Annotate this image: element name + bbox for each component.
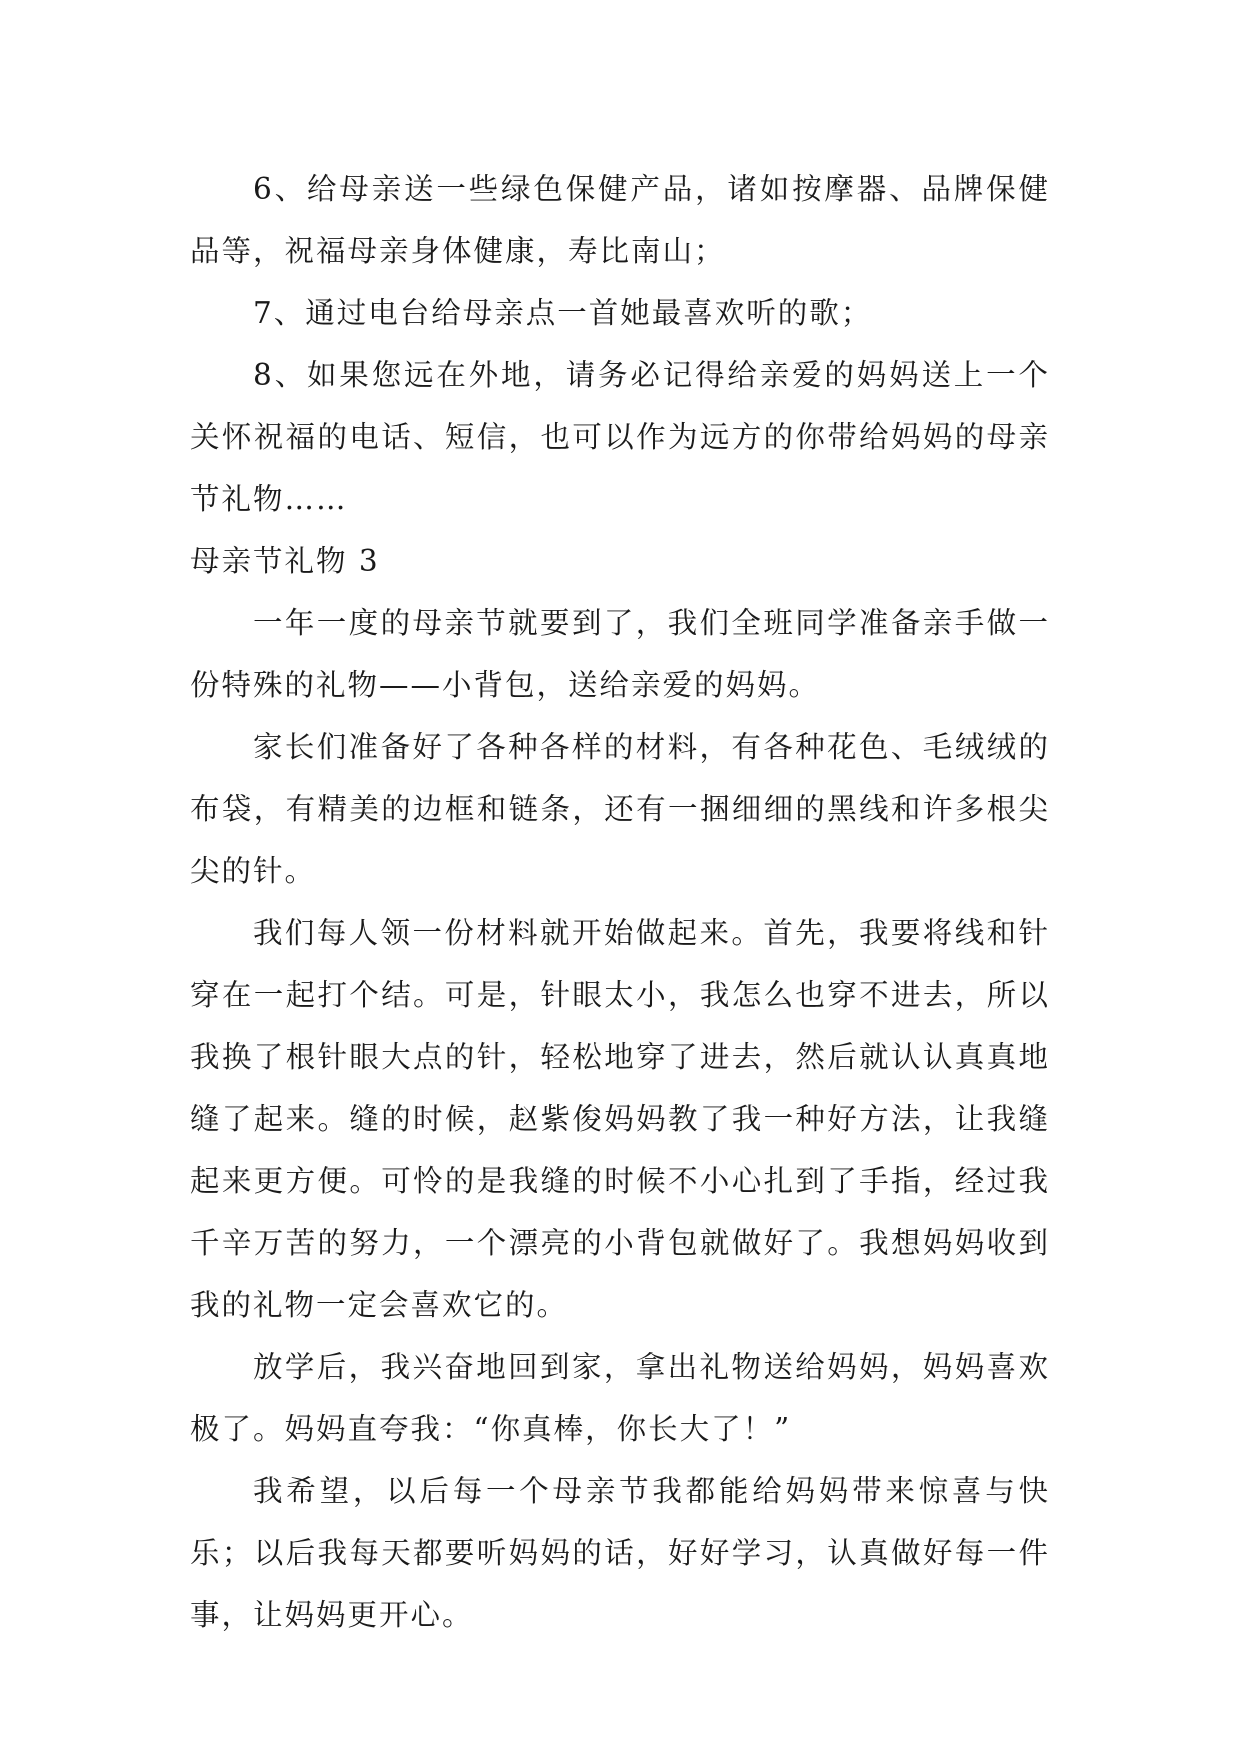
paragraph-gift-given: 放学后，我兴奋地回到家，拿出礼物送给妈妈，妈妈喜欢极了。妈妈直夸我：“你真棒，你长大了！” <box>190 1350 1050 1446</box>
paragraph-wish: 我希望，以后每一个母亲节我都能给妈妈带来惊喜与快乐；以后我每天都要听妈妈的话，好好学习，认真做好每一件事，让妈妈更开心。 <box>190 1474 1050 1632</box>
paragraph-intro: 一年一度的母亲节就要到了，我们全班同学准备亲手做一份特殊的礼物——小背包，送给亲爱的妈妈。 <box>190 606 1050 702</box>
paragraph-item-7: 7、通过电台给母亲点一首她最喜欢听的歌； <box>253 296 873 330</box>
paragraph-item-8: 8、如果您远在外地，请务必记得给亲爱的妈妈送上一个关怀祝福的电话、短信，也可以作为远方的你带给妈妈的母亲节礼物…… <box>190 358 1050 516</box>
document-body <box>190 158 1050 1646</box>
paragraph-item-6: 6、给母亲送一些绿色保健产品，诸如按摩器、品牌保健品等，祝福母亲身体健康，寿比南山； <box>190 172 1050 268</box>
paragraph-materials: 家长们准备好了各种各样的材料，有各种花色、毛绒绒的布袋，有精美的边框和链条，还有一捆细细的黑线和许多根尖尖的针。 <box>190 730 1050 888</box>
paragraph-making: 我们每人领一份材料就开始做起来。首先，我要将线和针穿在一起打个结。可是，针眼太小，我怎么也穿不进去，所以我换了根针眼大点的针，轻松地穿了进去，然后就认认真真地缝了起来。缝的时候，赵紫俊妈妈教了我一种好方法，让我缝起来更方便。可怜的是我缝的时候不小心扎到了手指，经过我千辛万苦的努力，一个漂亮的小背包就做好了。我想妈妈收到我的礼物一定会喜欢它的。 <box>190 916 1050 1322</box>
section-heading: 母亲节礼物 3 <box>190 544 380 578</box>
